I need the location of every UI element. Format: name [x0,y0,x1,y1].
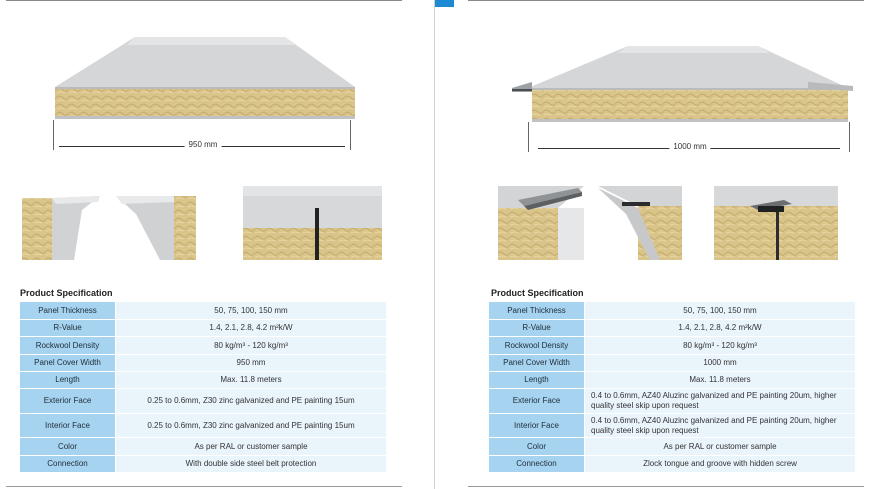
detail-zlock-joint-image [714,186,838,260]
spec-label: Panel Cover Width [489,355,585,372]
spec-value: 1000 mm [585,355,856,372]
dimension-950 [53,120,351,149]
spec-value: 1.4, 2.1, 2.8, 4.2 m²k/W [116,320,387,337]
spec-value: 1.4, 2.1, 2.8, 4.2 m²k/W [585,320,856,337]
detail-joint-image [243,186,382,260]
spec-label: Interior Face [489,414,585,438]
spec-value: 50, 75, 100, 150 mm [116,302,387,320]
dimension-1000-label: 1000 mm [669,142,710,151]
spec-table-right [488,301,856,473]
spec-value: Max. 11.8 meters [116,372,387,389]
detail-tongue-image [498,186,586,260]
spec-value: As per RAL or customer sample [116,438,387,456]
spec-label: Color [20,438,116,456]
spec-label: Panel Thickness [20,302,116,320]
dimension-1000 [528,122,850,151]
spec-label: Length [489,372,585,389]
top-rule-left [6,0,402,1]
spec-value: 950 mm [116,355,387,372]
spec-value: Zlock tongue and groove with hidden screw [585,456,856,473]
spec-label: Panel Cover Width [20,355,116,372]
spec-value: 0.25 to 0.6mm, Z30 zinc galvanized and PE painting 15um [116,414,387,438]
spec-label: Exterior Face [20,389,116,414]
spec-value: 0.25 to 0.6mm, Z30 zinc galvanized and PE painting 15um [116,389,387,414]
spec-label: Length [20,372,116,389]
spec-label: Color [489,438,585,456]
spec-label: Connection [489,456,585,473]
detail-left-edge-image [22,192,102,260]
spec-label: Panel Thickness [489,302,585,320]
page-divider [434,0,435,489]
spec-value: As per RAL or customer sample [585,438,856,456]
accent-tab [435,0,454,7]
spec-label: R-Value [20,320,116,337]
spec-value: 80 kg/m³ - 120 kg/m³ [585,337,856,355]
spec-value: With double side steel belt protection [116,456,387,473]
spec-value: 50, 75, 100, 150 mm [585,302,856,320]
spec-label: Interior Face [20,414,116,438]
spec-label: R-Value [489,320,585,337]
spec-value: 0.4 to 0.6mm, AZ40 Aluzinc galvanized and PE painting 20um, higher quality steel skip upon request [585,414,856,438]
detail-groove-image [598,186,682,260]
panel-950-image [45,30,365,125]
top-rule-right [468,0,864,1]
spec-label: Rockwool Density [20,337,116,355]
spec-title-left: Product Specification [20,288,113,298]
spec-title-right: Product Specification [491,288,584,298]
spec-table-left [19,301,387,473]
panel-1000-image [508,36,858,126]
spec-value: Max. 11.8 meters [585,372,856,389]
spec-label: Exterior Face [489,389,585,414]
detail-right-edge-image [116,192,196,260]
spec-value: 0.4 to 0.6mm, AZ40 Aluzinc galvanized and PE painting 20um, higher quality steel skip upon request [585,389,856,414]
dimension-950-label: 950 mm [185,140,222,149]
bottom-rule-left [6,486,402,487]
bottom-rule-right [468,486,864,487]
spec-label: Rockwool Density [489,337,585,355]
spec-value: 80 kg/m³ - 120 kg/m³ [116,337,387,355]
spec-label: Connection [20,456,116,473]
